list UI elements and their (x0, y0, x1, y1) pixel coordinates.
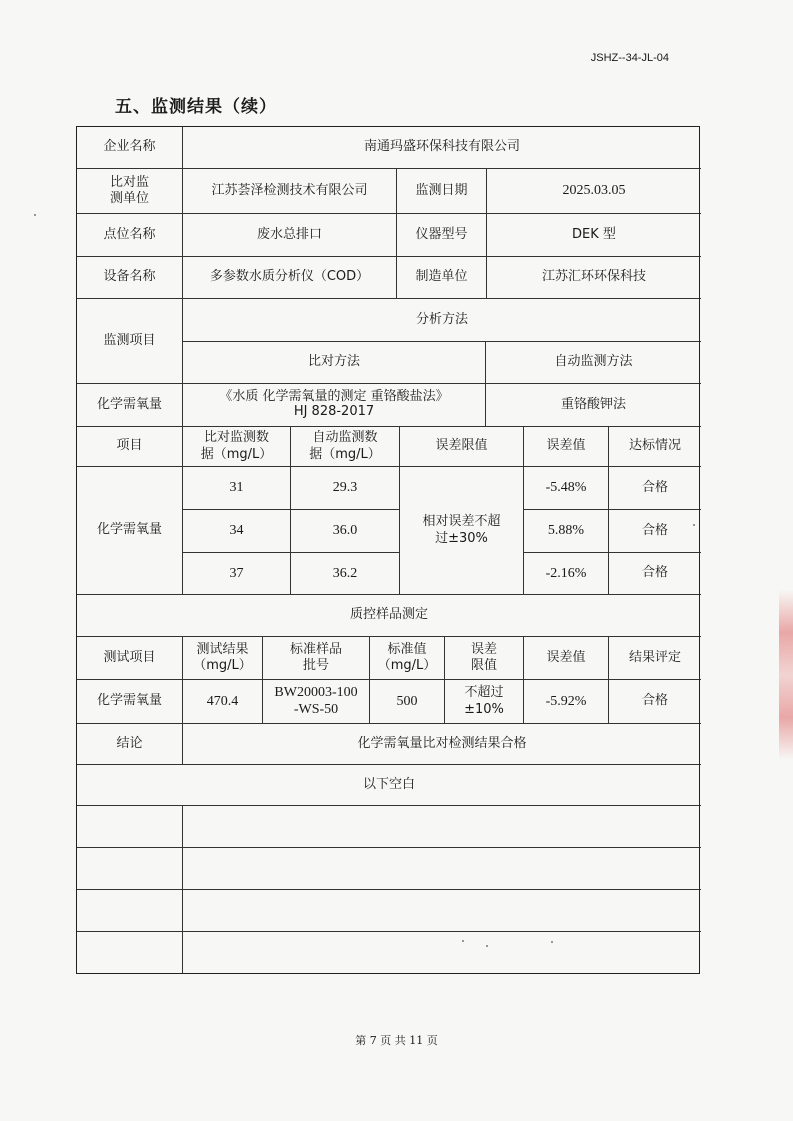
empty-cell (183, 848, 701, 890)
results-error-limit: 相对误差不超 过±30% (400, 467, 524, 595)
point-value: 废水总排口 (183, 214, 397, 257)
monitoring-unit-label: 比对监 测单位 (77, 169, 183, 214)
auto-value-3: 36.2 (291, 553, 400, 595)
qc-standard: 500 (370, 680, 445, 724)
comparison-method-value: 《水质 化学需氧量的测定 重铬酸盐法》 HJ 828-2017 (183, 384, 486, 427)
qc-item: 化学需氧量 (77, 680, 183, 724)
qc-error: -5.92% (524, 680, 609, 724)
monitoring-unit-value: 江苏荟泽检测技术有限公司 (183, 169, 397, 214)
results-header-limit: 误差限值 (400, 427, 524, 467)
empty-cell (183, 932, 701, 973)
error-value-1: -5.48% (524, 467, 609, 510)
document-code: JSHZ--34-JL-04 (590, 52, 669, 64)
auto-value-1: 29.3 (291, 467, 400, 510)
qc-header-batch: 标准样品 批号 (263, 637, 370, 680)
qc-header-standard: 标准值 （mg/L） (370, 637, 445, 680)
qc-evaluation: 合格 (609, 680, 701, 724)
empty-cell (77, 848, 183, 890)
scan-speck (551, 941, 553, 943)
results-parameter: 化学需氧量 (77, 467, 183, 595)
device-value: 多参数水质分析仪（COD） (183, 257, 397, 299)
conclusion-value: 化学需氧量比对检测结果合格 (183, 724, 701, 765)
company-label: 企业名称 (77, 127, 183, 169)
qc-header-item: 测试项目 (77, 637, 183, 680)
status-value-3: 合格 (609, 553, 701, 595)
company-value: 南通玛盛环保科技有限公司 (183, 127, 701, 169)
compare-value-1: 31 (183, 467, 291, 510)
monitoring-date-label: 监测日期 (397, 169, 487, 214)
results-header-item: 项目 (77, 427, 183, 467)
section-title: 五、监测结果（续） (115, 97, 277, 117)
monitoring-results-table (76, 126, 700, 974)
scan-speck (34, 214, 36, 216)
qc-header-evaluation: 结果评定 (609, 637, 701, 680)
empty-cell (183, 806, 701, 848)
qc-header-result: 测试结果 （mg/L） (183, 637, 263, 680)
compare-value-2: 34 (183, 510, 291, 553)
scan-speck (693, 524, 695, 526)
analysis-method-label: 分析方法 (183, 299, 701, 342)
qc-batch: BW20003-100 -WS-50 (263, 680, 370, 724)
monitoring-date-value: 2025.03.05 (487, 169, 701, 214)
blank-note: 以下空白 (77, 765, 701, 806)
manufacturer-label: 制造单位 (397, 257, 487, 299)
qc-header-error: 误差值 (524, 637, 609, 680)
monitoring-item-label: 监测项目 (77, 299, 183, 384)
qc-header-limit: 误差 限值 (445, 637, 524, 680)
manufacturer-value: 江苏汇环环保科技 (487, 257, 701, 299)
auto-value-2: 36.0 (291, 510, 400, 553)
conclusion-label: 结论 (77, 724, 183, 765)
results-header-compare: 比对监测数 据（mg/L） (183, 427, 291, 467)
stamp-edge (779, 590, 793, 760)
instrument-model-label: 仪器型号 (397, 214, 487, 257)
instrument-model-value: DEK 型 (487, 214, 701, 257)
scan-speck (462, 940, 464, 942)
auto-method-value: 重铬酸钾法 (486, 384, 701, 427)
qc-title: 质控样品测定 (77, 595, 701, 637)
error-value-3: -2.16% (524, 553, 609, 595)
results-header-auto: 自动监测数 据（mg/L） (291, 427, 400, 467)
device-label: 设备名称 (77, 257, 183, 299)
comparison-method-label: 比对方法 (183, 342, 486, 384)
method-parameter: 化学需氧量 (77, 384, 183, 427)
auto-method-label: 自动监测方法 (486, 342, 701, 384)
status-value-1: 合格 (609, 467, 701, 510)
point-label: 点位名称 (77, 214, 183, 257)
compare-value-3: 37 (183, 553, 291, 595)
empty-cell (77, 806, 183, 848)
qc-limit: 不超过 ±10% (445, 680, 524, 724)
empty-cell (77, 932, 183, 973)
results-header-error: 误差值 (524, 427, 609, 467)
results-header-status: 达标情况 (609, 427, 701, 467)
error-value-2: 5.88% (524, 510, 609, 553)
scan-speck (486, 945, 488, 947)
empty-cell (77, 890, 183, 932)
empty-cell (183, 890, 701, 932)
qc-result: 470.4 (183, 680, 263, 724)
status-value-2: 合格 (609, 510, 701, 553)
page-number: 第 7 页 共 11 页 (355, 1034, 438, 1047)
